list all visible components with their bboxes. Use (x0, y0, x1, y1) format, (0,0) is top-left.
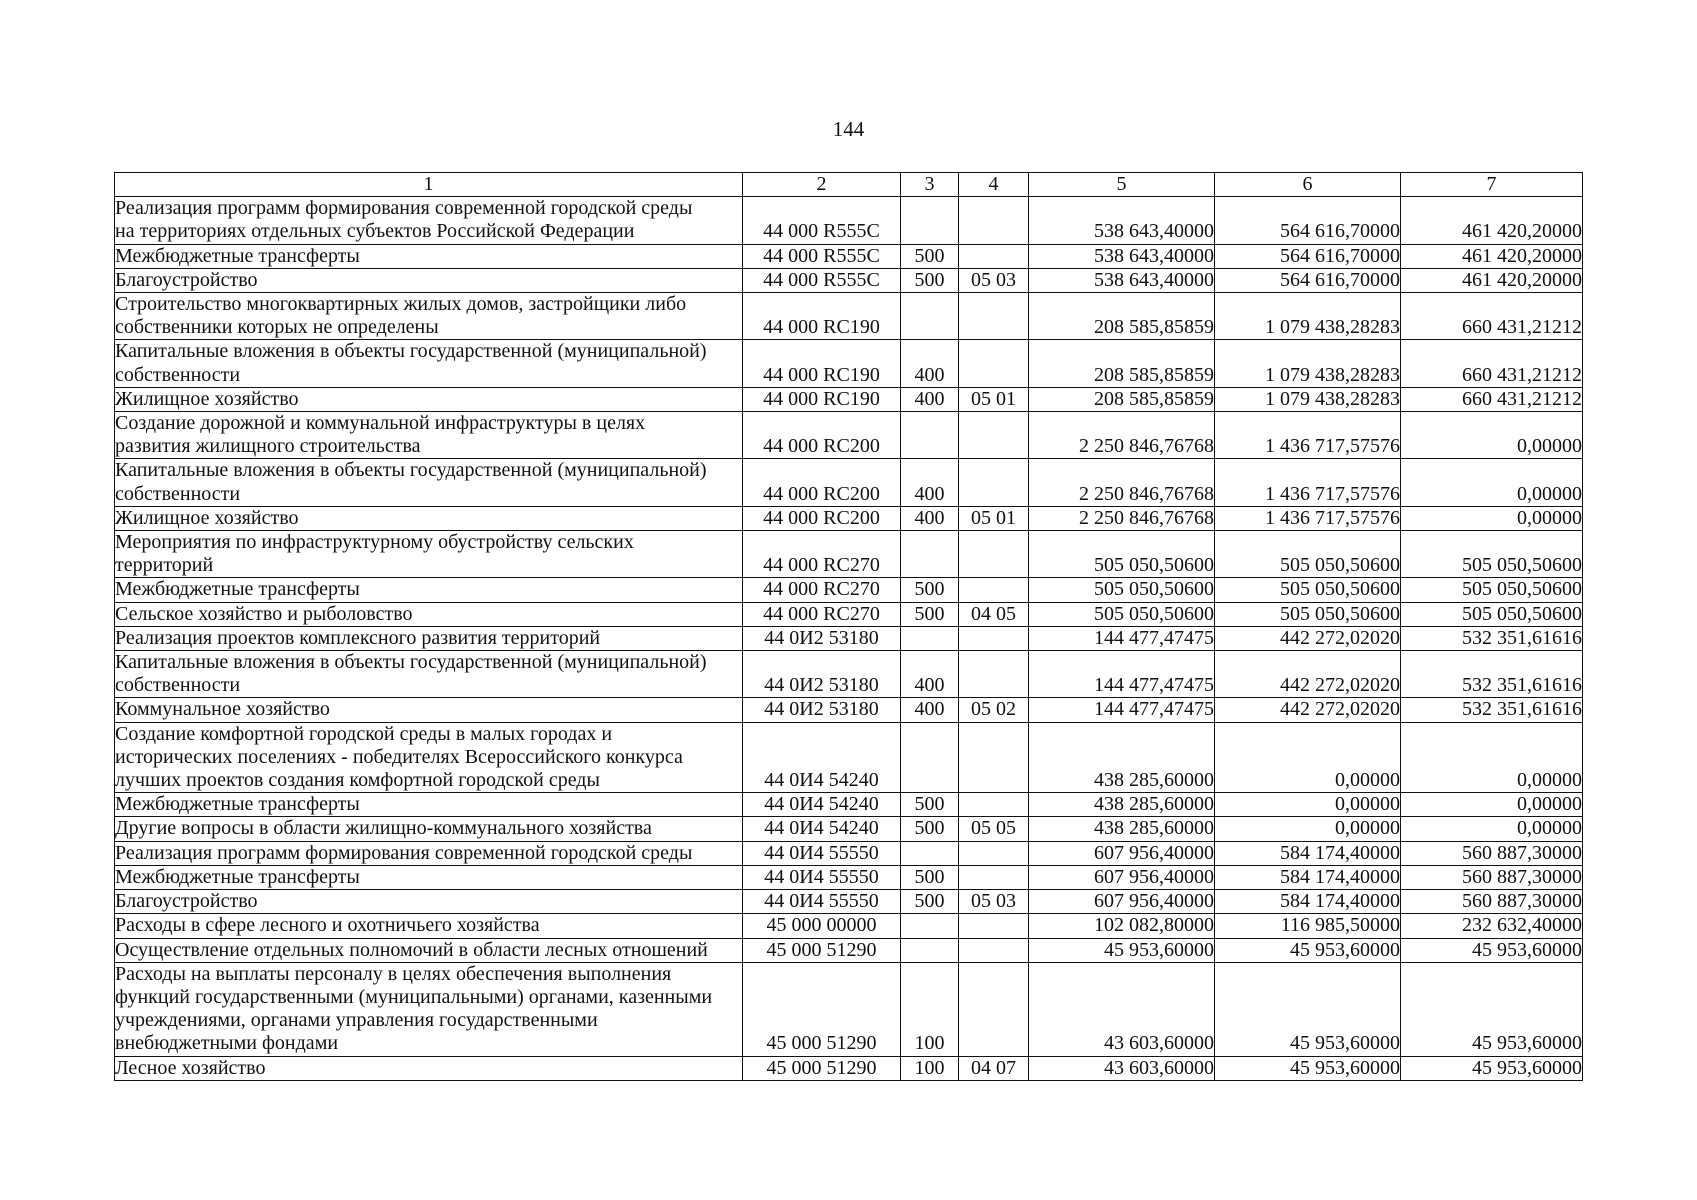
amount-column-5-cell: 43 603,60000 (1029, 1056, 1215, 1080)
target-code-cell: 45 000 51290 (743, 962, 901, 1056)
table-row (115, 340, 1583, 387)
amount-column-7-cell: 505 050,50600 (1401, 602, 1583, 626)
target-code-cell: 44 000 RC190 (743, 293, 901, 340)
expense-type-cell (901, 293, 959, 340)
section-cell: 05 05 (959, 817, 1029, 841)
section-cell (959, 293, 1029, 340)
amount-column-5-cell: 538 643,40000 (1029, 268, 1215, 292)
table-row (115, 914, 1583, 938)
table-row (115, 698, 1583, 722)
amount-column-6-cell: 505 050,50600 (1215, 531, 1401, 578)
item-name-cell: Лесное хозяйство (115, 1056, 743, 1080)
amount-column-7-cell: 660 431,21212 (1401, 387, 1583, 411)
table-header-row (115, 173, 1583, 197)
item-name-cell: Благоустройство (115, 890, 743, 914)
target-code-cell: 45 000 51290 (743, 1056, 901, 1080)
amount-column-5-cell: 45 953,60000 (1029, 938, 1215, 962)
section-cell: 05 03 (959, 268, 1029, 292)
table-row (115, 626, 1583, 650)
section-cell (959, 914, 1029, 938)
expense-type-cell (901, 626, 959, 650)
item-name-cell: Реализация программ формирования современной городской среды (115, 841, 743, 865)
expense-type-cell: 500 (901, 602, 959, 626)
amount-column-7-cell: 505 050,50600 (1401, 578, 1583, 602)
expense-type-cell (901, 841, 959, 865)
amount-column-7-cell: 45 953,60000 (1401, 962, 1583, 1056)
amount-column-7-cell: 660 431,21212 (1401, 293, 1583, 340)
expense-type-cell: 500 (901, 890, 959, 914)
amount-column-6-cell: 45 953,60000 (1215, 938, 1401, 962)
column-number-header-7: 7 (1401, 173, 1583, 197)
expense-type-cell (901, 914, 959, 938)
amount-column-5-cell: 538 643,40000 (1029, 244, 1215, 268)
section-cell (959, 412, 1029, 459)
item-name-cell: Капитальные вложения в объекты государственной (муниципальной) собственности (115, 651, 743, 698)
amount-column-6-cell: 1 079 438,28283 (1215, 293, 1401, 340)
amount-column-5-cell: 144 477,47475 (1029, 626, 1215, 650)
amount-column-5-cell: 438 285,60000 (1029, 793, 1215, 817)
section-cell: 04 05 (959, 602, 1029, 626)
item-name-cell: Расходы в сфере лесного и охотничьего хозяйства (115, 914, 743, 938)
amount-column-6-cell: 584 174,40000 (1215, 890, 1401, 914)
table-row (115, 602, 1583, 626)
target-code-cell: 44 0И4 54240 (743, 793, 901, 817)
amount-column-7-cell: 532 351,61616 (1401, 698, 1583, 722)
expense-type-cell (901, 197, 959, 244)
amount-column-5-cell: 505 050,50600 (1029, 531, 1215, 578)
expense-type-cell: 100 (901, 962, 959, 1056)
amount-column-5-cell: 102 082,80000 (1029, 914, 1215, 938)
section-cell: 05 02 (959, 698, 1029, 722)
item-name-cell: Реализация программ формирования современной городской среды на территориях отдельных субъектов Российской Федерации (115, 197, 743, 244)
target-code-cell: 45 000 51290 (743, 938, 901, 962)
section-cell (959, 578, 1029, 602)
amount-column-7-cell: 660 431,21212 (1401, 340, 1583, 387)
expense-type-cell: 500 (901, 578, 959, 602)
item-name-cell: Сельское хозяйство и рыболовство (115, 602, 743, 626)
expense-type-cell: 400 (901, 651, 959, 698)
amount-column-7-cell: 560 887,30000 (1401, 841, 1583, 865)
target-code-cell: 44 0И4 54240 (743, 817, 901, 841)
target-code-cell: 44 0И2 53180 (743, 626, 901, 650)
amount-column-6-cell: 116 985,50000 (1215, 914, 1401, 938)
item-name-cell: Создание комфортной городской среды в малых городах и исторических поселениях - победителях Всероссийского конкурса лучших проектов создания комфортной городской среды (115, 722, 743, 793)
target-code-cell: 44 0И2 53180 (743, 698, 901, 722)
item-name-cell: Жилищное хозяйство (115, 387, 743, 411)
table-row (115, 817, 1583, 841)
page-number: 144 (832, 117, 865, 141)
target-code-cell: 44 000 RC270 (743, 531, 901, 578)
expense-type-cell: 400 (901, 387, 959, 411)
amount-column-7-cell: 461 420,20000 (1401, 197, 1583, 244)
amount-column-5-cell: 2 250 846,76768 (1029, 506, 1215, 530)
section-cell (959, 793, 1029, 817)
amount-column-5-cell: 607 956,40000 (1029, 890, 1215, 914)
table-row (115, 938, 1583, 962)
amount-column-6-cell: 1 079 438,28283 (1215, 387, 1401, 411)
item-name-cell: Межбюджетные трансферты (115, 793, 743, 817)
amount-column-6-cell: 564 616,70000 (1215, 268, 1401, 292)
expense-type-cell (901, 722, 959, 793)
section-cell (959, 531, 1029, 578)
column-number-header-3: 3 (901, 173, 959, 197)
amount-column-7-cell: 45 953,60000 (1401, 938, 1583, 962)
amount-column-6-cell: 0,00000 (1215, 793, 1401, 817)
table-row (115, 841, 1583, 865)
column-number-header-4: 4 (959, 173, 1029, 197)
amount-column-6-cell: 0,00000 (1215, 817, 1401, 841)
amount-column-7-cell: 560 887,30000 (1401, 890, 1583, 914)
table-row (115, 890, 1583, 914)
target-code-cell: 44 000 RC190 (743, 387, 901, 411)
amount-column-6-cell: 564 616,70000 (1215, 244, 1401, 268)
item-name-cell: Межбюджетные трансферты (115, 865, 743, 889)
section-cell (959, 962, 1029, 1056)
item-name-cell: Создание дорожной и коммунальной инфраструктуры в целях развития жилищного строительства (115, 412, 743, 459)
section-cell (959, 865, 1029, 889)
amount-column-7-cell: 505 050,50600 (1401, 531, 1583, 578)
column-number-header-2: 2 (743, 173, 901, 197)
section-cell: 05 03 (959, 890, 1029, 914)
expense-type-cell (901, 412, 959, 459)
table-row (115, 1056, 1583, 1080)
amount-column-6-cell: 505 050,50600 (1215, 578, 1401, 602)
table-row (115, 197, 1583, 244)
target-code-cell: 44 0И4 55550 (743, 841, 901, 865)
section-cell (959, 340, 1029, 387)
amount-column-7-cell: 0,00000 (1401, 459, 1583, 506)
amount-column-5-cell: 2 250 846,76768 (1029, 412, 1215, 459)
section-cell (959, 244, 1029, 268)
section-cell: 05 01 (959, 506, 1029, 530)
expense-type-cell: 400 (901, 340, 959, 387)
amount-column-6-cell: 1 079 438,28283 (1215, 340, 1401, 387)
column-number-header-1: 1 (115, 173, 743, 197)
amount-column-7-cell: 0,00000 (1401, 506, 1583, 530)
table-row (115, 722, 1583, 793)
target-code-cell: 44 000 R555C (743, 197, 901, 244)
expense-type-cell: 400 (901, 459, 959, 506)
amount-column-7-cell: 532 351,61616 (1401, 626, 1583, 650)
amount-column-7-cell: 532 351,61616 (1401, 651, 1583, 698)
amount-column-6-cell: 442 272,02020 (1215, 626, 1401, 650)
amount-column-7-cell: 232 632,40000 (1401, 914, 1583, 938)
target-code-cell: 44 0И4 55550 (743, 865, 901, 889)
target-code-cell: 44 000 RC270 (743, 602, 901, 626)
amount-column-5-cell: 208 585,85859 (1029, 340, 1215, 387)
column-number-header-5: 5 (1029, 173, 1215, 197)
amount-column-7-cell: 0,00000 (1401, 817, 1583, 841)
table-row (115, 651, 1583, 698)
amount-column-5-cell: 208 585,85859 (1029, 387, 1215, 411)
target-code-cell: 44 000 RC200 (743, 412, 901, 459)
section-cell (959, 459, 1029, 506)
amount-column-6-cell: 45 953,60000 (1215, 962, 1401, 1056)
section-cell: 04 07 (959, 1056, 1029, 1080)
amount-column-5-cell: 2 250 846,76768 (1029, 459, 1215, 506)
amount-column-5-cell: 144 477,47475 (1029, 698, 1215, 722)
table-row (115, 793, 1583, 817)
expense-type-cell: 500 (901, 865, 959, 889)
amount-column-7-cell: 0,00000 (1401, 412, 1583, 459)
amount-column-7-cell: 0,00000 (1401, 793, 1583, 817)
amount-column-5-cell: 208 585,85859 (1029, 293, 1215, 340)
amount-column-5-cell: 144 477,47475 (1029, 651, 1215, 698)
table-row (115, 865, 1583, 889)
amount-column-6-cell: 584 174,40000 (1215, 865, 1401, 889)
amount-column-7-cell: 0,00000 (1401, 722, 1583, 793)
amount-column-7-cell: 461 420,20000 (1401, 244, 1583, 268)
expense-type-cell: 500 (901, 817, 959, 841)
target-code-cell: 44 000 RC190 (743, 340, 901, 387)
amount-column-5-cell: 438 285,60000 (1029, 817, 1215, 841)
table-row (115, 387, 1583, 411)
amount-column-5-cell: 505 050,50600 (1029, 578, 1215, 602)
item-name-cell: Межбюджетные трансферты (115, 578, 743, 602)
section-cell (959, 651, 1029, 698)
item-name-cell: Реализация проектов комплексного развития территорий (115, 626, 743, 650)
item-name-cell: Осуществление отдельных полномочий в области лесных отношений (115, 938, 743, 962)
item-name-cell: Расходы на выплаты персоналу в целях обеспечения выполнения функций государственными (муниципальными) органами, казенными учреждениями, органами управления государственными внебюджетными фондами (115, 962, 743, 1056)
amount-column-7-cell: 461 420,20000 (1401, 268, 1583, 292)
target-code-cell: 44 000 R555C (743, 244, 901, 268)
target-code-cell: 44 000 RC200 (743, 506, 901, 530)
target-code-cell: 45 000 00000 (743, 914, 901, 938)
item-name-cell: Благоустройство (115, 268, 743, 292)
item-name-cell: Мероприятия по инфраструктурному обустройству сельских территорий (115, 531, 743, 578)
amount-column-6-cell: 1 436 717,57576 (1215, 459, 1401, 506)
item-name-cell: Межбюджетные трансферты (115, 244, 743, 268)
section-cell (959, 626, 1029, 650)
column-number-header-6: 6 (1215, 173, 1401, 197)
amount-column-6-cell: 1 436 717,57576 (1215, 506, 1401, 530)
amount-column-6-cell: 564 616,70000 (1215, 197, 1401, 244)
item-name-cell: Другие вопросы в области жилищно-коммунального хозяйства (115, 817, 743, 841)
table-row (115, 962, 1583, 1056)
target-code-cell: 44 000 R555C (743, 268, 901, 292)
amount-column-6-cell: 45 953,60000 (1215, 1056, 1401, 1080)
expense-type-cell (901, 938, 959, 962)
amount-column-5-cell: 505 050,50600 (1029, 602, 1215, 626)
budget-table (114, 172, 1583, 1081)
item-name-cell: Строительство многоквартирных жилых домов, застройщики либо собственники которых не определены (115, 293, 743, 340)
expense-type-cell: 500 (901, 268, 959, 292)
expense-type-cell: 400 (901, 506, 959, 530)
target-code-cell: 44 000 RC270 (743, 578, 901, 602)
amount-column-6-cell: 505 050,50600 (1215, 602, 1401, 626)
item-name-cell: Коммунальное хозяйство (115, 698, 743, 722)
target-code-cell: 44 0И4 55550 (743, 890, 901, 914)
table-row (115, 412, 1583, 459)
amount-column-6-cell: 0,00000 (1215, 722, 1401, 793)
amount-column-5-cell: 607 956,40000 (1029, 865, 1215, 889)
expense-type-cell: 500 (901, 793, 959, 817)
amount-column-6-cell: 442 272,02020 (1215, 651, 1401, 698)
target-code-cell: 44 0И4 54240 (743, 722, 901, 793)
table-header (115, 173, 1583, 197)
table-row (115, 244, 1583, 268)
expense-type-cell: 100 (901, 1056, 959, 1080)
amount-column-5-cell: 438 285,60000 (1029, 722, 1215, 793)
target-code-cell: 44 000 RC200 (743, 459, 901, 506)
expense-type-cell: 400 (901, 698, 959, 722)
section-cell (959, 722, 1029, 793)
amount-column-7-cell: 45 953,60000 (1401, 1056, 1583, 1080)
table-row (115, 578, 1583, 602)
table-row (115, 293, 1583, 340)
expense-type-cell: 500 (901, 244, 959, 268)
amount-column-6-cell: 584 174,40000 (1215, 841, 1401, 865)
table-row (115, 268, 1583, 292)
section-cell (959, 197, 1029, 244)
item-name-cell: Капитальные вложения в объекты государственной (муниципальной) собственности (115, 340, 743, 387)
amount-column-6-cell: 1 436 717,57576 (1215, 412, 1401, 459)
amount-column-5-cell: 43 603,60000 (1029, 962, 1215, 1056)
section-cell (959, 938, 1029, 962)
target-code-cell: 44 0И2 53180 (743, 651, 901, 698)
table-row (115, 506, 1583, 530)
expense-type-cell (901, 531, 959, 578)
amount-column-6-cell: 442 272,02020 (1215, 698, 1401, 722)
table-row (115, 459, 1583, 506)
amount-column-5-cell: 538 643,40000 (1029, 197, 1215, 244)
section-cell: 05 01 (959, 387, 1029, 411)
section-cell (959, 841, 1029, 865)
table-body (115, 197, 1583, 1081)
item-name-cell: Капитальные вложения в объекты государственной (муниципальной) собственности (115, 459, 743, 506)
amount-column-5-cell: 607 956,40000 (1029, 841, 1215, 865)
amount-column-7-cell: 560 887,30000 (1401, 865, 1583, 889)
item-name-cell: Жилищное хозяйство (115, 506, 743, 530)
table-row (115, 531, 1583, 578)
